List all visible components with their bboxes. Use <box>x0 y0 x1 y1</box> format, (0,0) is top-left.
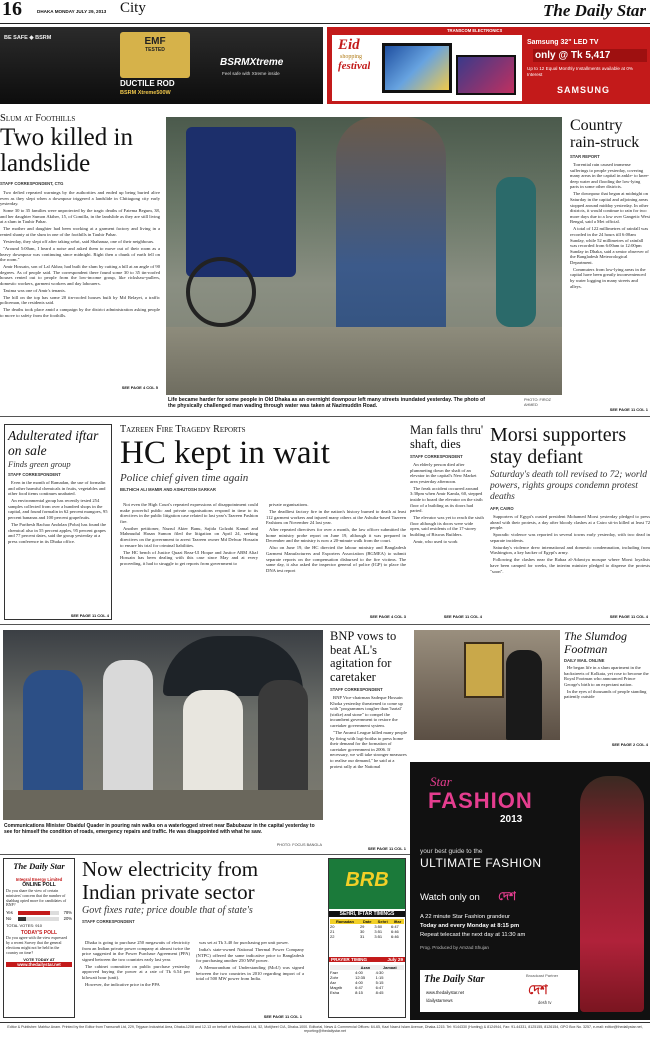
fashion-guide-2: ULTIMATE FASHION <box>420 856 542 870</box>
brb-title: SEHRI, IFTAR TIMINGS <box>329 911 405 917</box>
morsi-see-page[interactable]: SEE PAGE 11 COL 4 <box>609 614 648 619</box>
prayer-cell: Zohr <box>330 975 339 980</box>
sehri-cell: 31 <box>359 934 365 939</box>
bsrm-xtreme-logo: BSRMXtreme <box>220 57 284 68</box>
sehri-cell: 3:50 <box>374 924 383 929</box>
sehri-row <box>330 934 404 939</box>
poll-yes-row <box>6 910 72 915</box>
slumdog-story <box>414 630 650 748</box>
rain-paragraph: The downpour that began at midnight on Saturday in the capital and adjoining areas stopped around midday yesterday. In other districts, it would continue to rain for two more days due to a low over Gangetic West Bengal, said a Met official. <box>570 191 650 225</box>
prayer-cell: Magrib <box>330 985 343 990</box>
rain-paragraph: Commuters from low-lying areas in the capital have been greatly inconvenienced by water logging in many streets and alleys. <box>570 266 646 289</box>
shaft-paragraph: The elevator was yet to reach the sixth floor although its doors were wide open, said residents of the 17-storey building of Biswas Builders. <box>410 515 484 537</box>
slumdog-byline: DAILY MAIL ONLINE <box>564 658 605 663</box>
slumdog-headline[interactable]: The Slumdog Footman <box>564 630 627 656</box>
landslide-paragraph: Some 30 to 35 families were unprotected by the tragic deaths of Fatema Begum, 38, and her daughter Sumon Akther, 15, of Comilla, in the landslide as they are still living at a slum in Tauhir Pahar. <box>0 208 160 225</box>
prayer-cell: 4:30 <box>375 970 384 975</box>
morsi-byline: AFP, CAIRO <box>490 506 514 511</box>
power-deck: Govt fixes rate; price double that of state's <box>82 905 253 916</box>
prayer-cell: 4:00 <box>355 970 363 975</box>
poll-vote-line: VOTE TODAY AT <box>23 957 55 963</box>
sehri-cell: 29 <box>359 924 365 929</box>
landslide-story <box>0 113 160 391</box>
tazreen-byline: BILTHICH ALI MAMIR AND ASHUTOSH SARKAR <box>120 487 216 492</box>
prayer-cell: 4:00 <box>355 980 363 985</box>
shaft-body <box>410 462 484 608</box>
tv-image-small <box>456 55 516 95</box>
tazreen-paragraph: The deadliest factory fire in the nation's history burned to death at least 112 garment workers and injured many others at the Ashulia-based Tazreen Fashions on November 24 last year. <box>266 508 406 526</box>
sehri-cell: 30 <box>359 929 365 934</box>
poll-title: ONLINE POLL <box>22 882 56 888</box>
samsung-installment: Up to 12 Equal Monthly Installments available at 0% Interest <box>527 66 633 77</box>
landslide-headline[interactable]: Two killed in landslide <box>0 124 133 177</box>
fashion-guide-1: your best guide to the <box>420 848 483 855</box>
tazreen-paragraph: Also on June 19, the HC directed the labour ministry and Bangladesh Garment Manufacturers and Exporters Association (BGMEA) to submit separate reports on the compensation disbursed to the fire victims. The same day, it also asked the inspector general of police (IGP) to place the DNA test report <box>266 545 406 573</box>
flood-caption: Life became harder for some people in Old Dhaka as an overnight downpour left many streets inundated yesterday. The photo of the physically challenged man wading through water was taken at Nazimuddin Road. <box>168 397 485 410</box>
poll-yes-fill <box>18 911 50 915</box>
iftar-body <box>8 480 108 596</box>
sehri-cell: 22 <box>330 934 335 939</box>
fashion-footer-box <box>420 970 578 1012</box>
landslide-byline: STAFF CORRESPONDENT, CTG <box>0 181 64 186</box>
paper-logo: The Daily Star <box>543 1 646 20</box>
slumdog-paragraph: He began life in a slum apartment in the backstreets of Kolkata, yet rose to become the Royal Footman who announced Prince George's birth to an expectant nation. <box>564 665 649 687</box>
fashion-desc-2: Today and every Monday at 8:15 pm <box>420 923 520 929</box>
bnp-see-page[interactable]: SEE PAGE 11 COL 1 <box>367 846 406 851</box>
power-byline: STAFF CORRESPONDENT <box>82 919 135 924</box>
landslide-body <box>0 190 160 386</box>
sehri-cell: 6:46 <box>391 934 399 939</box>
tazreen-col-1 <box>120 502 258 616</box>
morsi-body <box>490 514 650 588</box>
prayer-cell: 6:47 <box>375 985 384 990</box>
sehri-header-cell: Sehri <box>377 919 388 924</box>
prayer-table <box>330 965 404 995</box>
landslide-paragraph: Two defied repeated warnings by the authorities and ended up being buried alive even as they slept when a downpour triggered a landslide in Chittagong city early yesterday. <box>0 190 160 207</box>
brb-logo: BRB <box>345 869 389 891</box>
rain-byline: STAR REPORT <box>570 154 600 159</box>
fashion-channel: দেশ <box>498 889 517 903</box>
poll-today-question: Do you agree with the view expressed by a recent Survey that the general elections might not be held in the country on time? <box>6 935 68 955</box>
morsi-story <box>490 424 650 620</box>
power-paragraph: However, the indicative price in the PPA <box>85 981 160 987</box>
shaft-headline[interactable]: Man falls thru' shaft, dies <box>410 424 484 451</box>
sehri-cell: 20 <box>330 924 335 929</box>
slumdog-body <box>564 665 650 723</box>
fashion-web[interactable]: www.thedailystar.net <box>426 990 465 995</box>
wheel-shape <box>186 257 256 327</box>
bsrm-xtreme-tagline: Feel safe with Xtreme inside <box>222 71 280 76</box>
sehri-cell: 3:51 <box>374 929 383 934</box>
prayer-cell: 6:47 <box>355 985 363 990</box>
fashion-daily-star: The Daily Star <box>424 974 485 985</box>
fashion-desh-tv: desh tv <box>538 1000 552 1005</box>
iftar-deck: Finds green group <box>8 459 71 469</box>
landslide-paragraph: The hill on the top has some 20 tin-roofed houses built by Md Belayet, a traffic policeman, the residents said. <box>0 294 160 306</box>
tazreen-kicker: Tazreen Fire Tragedy Reports <box>120 424 246 435</box>
shaft-paragraph: The freak accident occurred around 3:30pm when Amir Kamla, 60, stepped inside to board the elevator on the sixth floor of a building as its doors had parted. <box>410 485 483 514</box>
prayer-cell: 8:45 <box>375 990 384 995</box>
poll-question: Do you share the view of certain ministers' concern that the number of shahbag opted more for candidates of BNP? <box>6 888 67 908</box>
flood-photo <box>166 117 562 395</box>
sehri-iftar-table <box>330 919 404 939</box>
crowd-shape-2 <box>103 660 153 800</box>
rain-paragraph: Torrential rain caused immense sufferings to people yesterday, covering many areas in the capital in ankle- to knee-deep water and flooding the low-lying parts in some other districts. <box>570 162 650 190</box>
transcom-logo: TRANSCOM ELECTRONICS <box>447 28 503 33</box>
poll-total: TOTAL VOTES: 910 <box>6 923 42 929</box>
quader-credit: PHOTO: FOCUS BANGLA <box>276 843 322 847</box>
poll-yes-label: Yes <box>6 910 13 916</box>
power-see-page[interactable]: SEE PAGE 11 COL 1 <box>263 1014 302 1019</box>
power-col-1 <box>82 940 190 1018</box>
footman-figure <box>506 650 542 740</box>
poll-sponsor: Integral Energy Limited <box>15 877 63 882</box>
eid-title: Eid <box>338 37 360 53</box>
power-paragraph: India's state-owned National Thermal Power Company (NTPC) offered the same indicative price to Bangladesh for purchasing another 250 MW power. <box>196 946 304 964</box>
power-headline[interactable]: Now electricity from Indian private sector <box>82 858 259 904</box>
fashion-desh-logo: দেশ <box>528 982 548 997</box>
ductile-rod-text: DUCTILE ROD <box>120 79 175 88</box>
morsi-paragraph: Following the clashes near the Rabaa al-Adawiya mosque where Morsi loyalists have been camped for weeks, the interim minister pledged to disperse the protests "soon". <box>490 557 650 574</box>
bnp-byline: STAFF CORRESPONDENT <box>330 687 383 692</box>
tazreen-paragraph: private organisations. <box>269 502 309 507</box>
morsi-paragraph: Sporadic violence was reported in several towns early yesterday, with two dead in separate incidents. <box>490 532 650 543</box>
poll-no-row <box>6 916 72 921</box>
shaft-byline: STAFF CORRESPONDENT <box>410 454 463 459</box>
tazreen-story <box>120 424 408 620</box>
power-paragraph: A Memorandum of Understanding (MoU) was signed between the two countries in 2010 regarding import of a total of 500 MW power from India. <box>196 965 304 982</box>
poll-url[interactable]: www.thedailystar.net <box>6 962 72 967</box>
landslide-paragraph: "Around 5:00am, I heard a noise and asked them to move out of their room as a heavy downpour was continuing since midnight. Right then a chunk of earth fell on the room." <box>0 245 160 263</box>
sehri-cell: 21 <box>330 929 335 934</box>
rain-headline[interactable]: Country rain-struck <box>570 117 640 151</box>
landslide-paragraph: Tasima was one of Amir's tenants. <box>3 287 66 293</box>
fashion-broadcast: Broadcast Partner <box>526 973 559 978</box>
star-fashion-ad[interactable] <box>410 762 650 1020</box>
page-number: 16 <box>2 0 22 20</box>
shaft-paragraph: An elderly person died after plummeting down the shaft of an elevator in the capital's New Market area yesterday afternoon. <box>410 462 477 484</box>
landslide-kicker: Slum at Foothills <box>0 113 76 124</box>
easel-board <box>464 642 504 698</box>
fashion-fb[interactable]: /dailystarnews <box>426 998 453 1003</box>
prayer-header-cell: Azan <box>360 965 371 970</box>
emf-tested-label: TESTED <box>145 47 165 53</box>
poll-no-label: No <box>6 916 12 922</box>
brb-logo-box <box>329 859 405 909</box>
rain-see-page[interactable]: SEE PAGE 11 COL 1 <box>609 407 648 412</box>
prayer-cell: 12:35 <box>355 975 366 980</box>
fashion-desc-3: Repeat telecast the next day at 11:30 am <box>420 932 526 938</box>
poll-yes-pct: 78% <box>63 910 72 916</box>
prayer-title: PRAYER TIMING <box>331 957 368 962</box>
quader-caption: Communications Minister Obaidul Quader in pouring rain walks on a waterlogged street near Babubazar in the capital yesterday to see for himself the condition of roads, emergency repairs and traffic. He was disappointed with what he saw. <box>4 823 315 835</box>
power-paragraph: The cabinet committee on public purchase yesterday approved buying the power at a rate of Tk 6.54 per kilowatt hour (unit). <box>82 963 190 980</box>
bnp-headline[interactable]: BNP vows to beat AL's agitation for caretaker <box>330 630 397 684</box>
rickshaw-shape <box>186 127 296 277</box>
prayer-row <box>330 990 404 995</box>
prayer-cell: Fazr <box>330 970 338 975</box>
slumdog-paragraph: In the eyes of thousands of people standing patiently outside <box>564 688 647 700</box>
shaft-story <box>410 424 484 620</box>
water-surface <box>166 327 562 395</box>
crowd-shape-4 <box>258 680 308 800</box>
fashion-logo-top: Star <box>430 774 452 789</box>
bsrm-left-text: BE SAFE ◆ BSRM <box>4 35 52 41</box>
morsi-deck: Saturday's death toll revised to 72; world powers, rights groups condemn protest deaths <box>490 470 648 502</box>
transcom-ad[interactable] <box>327 27 650 104</box>
emf-badge <box>120 32 190 78</box>
tazreen-paragraph: After repeated directives for over a month, the law officer submitted the home ministry probe report on June 19, although it was prepared in December and the ministry is now a 20-minute walk from the court. <box>266 527 406 544</box>
bnp-story <box>330 630 408 852</box>
prayer-title-bar <box>329 957 405 962</box>
fashion-logo-main: FASHION <box>428 788 533 813</box>
tv-image <box>382 43 452 93</box>
morsi-paragraph: Supporters of Egypt's ousted president Mohamed Morsi yesterday pledged to press ahead with their protests, a day after bloody clashes at a Cairo sit-in killed at least 72 people. <box>490 514 650 531</box>
tazreen-headline[interactable]: HC kept in wait <box>120 435 330 471</box>
page-masthead <box>0 0 650 24</box>
online-poll <box>3 858 75 1018</box>
poll-brand: The Daily Star <box>13 861 65 871</box>
sehri-header-cell: Date <box>362 919 372 924</box>
iftar-paragraph: An environmental group has recently tested 254 samples collected from over a hundred shops in the capital, and found formalin in 62 percent mangoes, 95 percent bananas and 100 percent grapefruits. <box>8 498 108 520</box>
prayer-date: July 29 <box>387 957 403 962</box>
footman-photo <box>414 630 560 740</box>
fashion-logo-year: 2013 <box>500 814 523 825</box>
ductile-rod-sub: BSRM Xtreme500W <box>120 90 171 96</box>
bnp-body <box>330 695 408 845</box>
iftar-byline: STAFF CORRESPONDENT <box>8 472 61 477</box>
page-footer: Editor & Publisher: Mahfuz Anam. Printed by the Editor from Transcraft Ltd, 229, Tejgaon Industrial Area, Dhaka-1208 and 12-13 on behalf of Mediaworld Ltd, 52, Motijheel C/A, Dhaka-1000. Editorial, News & Commercial Offices: 64-65, Kazi Nazrul Islam Avenue, Dhaka-1215. Tel: 9144330 (Hunting) & 8124944, Fax: 91-44331, 8125155, 8126154, GPO Box No. 3257, e-mail: editor@thedailystar.net, reporting@thedailystar.net <box>7 1025 643 1034</box>
prayer-cell: 5:15 <box>375 980 384 985</box>
iftar-see-page[interactable]: SEE PAGE 11 COL 4 <box>70 613 109 618</box>
poll-today-label: TODAY'S POLL <box>20 930 58 937</box>
crowd-shape-1 <box>23 670 83 800</box>
sehri-cell: 3:51 <box>374 934 383 939</box>
landslide-see-page[interactable]: SEE PAGE 4 COL 5 <box>121 385 158 390</box>
tazreen-paragraph: Not even the High Court's repeated expressions of disappointment could make powerful public and private organisations respond in time to its directives in the public litigation case related to last year's Tazreen Fashion fire. <box>120 502 258 524</box>
poll-no-pct: 20% <box>63 916 72 922</box>
iftar-paragraph: The Paribesh Bachao Andolan (Poba) has found the chemical also in 55 percent apples, 95 percent grapes and 77 percent dates, said the group yesterday at a press conference in its Dhaka office. <box>8 521 107 544</box>
bnp-paragraph: "The Awami League killed many people by firing with logi-boitha to press home their demand for the formation of caretaker government in 2006. If necessary, we will take stronger measures to realise our demand," he said at a protest rally at the National <box>330 729 408 769</box>
sehri-cell: 6:47 <box>391 924 399 929</box>
fashion-watch: Watch only on <box>420 892 480 903</box>
crowd-shape-3 <box>183 690 243 800</box>
morsi-headline[interactable]: Morsi supporters stay defiant <box>490 424 627 468</box>
samsung-price: only @ Tk 5,417 <box>533 49 647 62</box>
prayer-cell: 8:15 <box>355 990 363 995</box>
power-story <box>82 858 304 1020</box>
landslide-paragraph: The mother and daughter had been working at a garment factory and living in a rented shanty at the slum in one of the foothills in Tauhir Pahar. <box>0 226 160 237</box>
tazreen-paragraph: The HC bench of Justice Quazi Reza-Ul Hoque and Justice ABM Altaf Hossain has been dealing with this case since May and at every proceeding, it had to struggle to get reports from government to <box>120 549 258 566</box>
street-water <box>3 790 323 820</box>
rain-story <box>570 117 650 413</box>
brb-timings-ad[interactable] <box>328 858 406 1018</box>
bnp-paragraph: BNP Vice-chairman Sadeque Hossain Khoka yesterday threatened to come up with "programmes tougher than 'hartal' (strike) and stone" to compel the incumbent government to restore the caretaker government system. <box>330 695 403 728</box>
samsung-brand: SAMSUNG <box>557 85 611 95</box>
fashion-desc-1: A 22 minute Star Fashion grandeur <box>420 914 510 920</box>
prayer-cell: Asr <box>330 980 336 985</box>
poll-no-bar <box>18 917 59 921</box>
flood-credit: PHOTO: FIROZ AHMED <box>524 398 551 407</box>
section-name: City <box>120 0 146 16</box>
tazreen-paragraph: Another petitioner, Nazrul Akter Banu, Sajida Golzabi Kamal and Mahmudul Hasan Sumon filed the litigation on April 24, seeking directives on the government to arrest Tazreen owner Md Delwar Hossain to ensure his trial for criminal liabilities. <box>120 525 258 548</box>
bsrm-ad[interactable] <box>0 27 323 104</box>
prayer-cell: Esha <box>330 990 340 995</box>
landslide-paragraph: Yesterday, they slept off after taking sehri, said Shahanaz, one of their neighbours. <box>3 238 155 244</box>
emf-badge-label: EMF <box>144 36 166 47</box>
sehri-cell: 6:46 <box>391 929 399 934</box>
tazreen-col-2 <box>266 502 406 610</box>
power-paragraph: Dhaka is going to purchase 250 megawatts of electricity from an Indian private power company at almost twice the price suggested in the Power Purchase Agreement (PPA) signed between the two countries early last year. <box>82 940 190 962</box>
date-line: DHAKA MONDAY JULY 29, 2013 <box>37 9 107 14</box>
shaft-paragraph: Amir, who used to work <box>413 538 458 544</box>
tazreen-see-page[interactable]: SEE PAGE 4 COL 3 <box>369 614 406 619</box>
rain-body <box>570 162 650 398</box>
landslide-paragraph: The deaths took place amid a campaign by the district administration asking people to move to safety from the foothills. <box>0 307 160 318</box>
samsung-tv-line: Samsung 32" LED TV <box>527 39 599 46</box>
tazreen-deck: Police chief given time again <box>120 472 249 484</box>
iftar-story <box>4 424 112 620</box>
slumdog-text <box>564 630 650 748</box>
poll-yes-bar <box>18 911 59 915</box>
landslide-paragraph: Amir Hossain, son of Lal Akbar, had built the slum by cutting a hill at an angle of 90 degrees. As of people said. The correspondent there found some 30 to 35 tin-roofed houses rented out to people from the low-income group, like rickshaw-pullers, domestic workers, garment workers and day labourers. <box>0 264 160 286</box>
eid-panel <box>332 35 522 101</box>
bystander-figure <box>496 177 536 327</box>
slumdog-see-page[interactable]: SEE PAGE 2 COL 4 <box>611 742 648 747</box>
quader-photo <box>3 630 323 820</box>
morsi-paragraph: Saturday's violence drew international and domestic condemnation, including from Washington, a key backer of Egypt's army. <box>490 544 650 556</box>
sehri-header-cell: Ramadan <box>335 919 354 924</box>
sehri-header-cell: Iftar <box>393 919 402 924</box>
rain-paragraph: A total of 122 millimetres of rainfall was recorded in the 24 hours till 6:00am Sunday, while 52 millimetres of rainfall was recorded from 6:00am to 12:00pm Sunday in Dhaka, said a senior observer of the Bangladesh Meteorological Department. <box>570 226 649 265</box>
prayer-cell: 1:15 <box>375 975 384 980</box>
eid-shopping: shopping <box>340 54 363 60</box>
fashion-prog: Prog. Produced by Amzad Shujan <box>420 945 489 950</box>
shaft-see-page[interactable]: SEE PAGE 11 COL 4 <box>443 614 482 619</box>
power-paragraph: was set at Tk 3.40 for purchasing per unit power. <box>199 940 289 945</box>
eid-festival: festival <box>338 60 371 72</box>
poll-no-fill <box>18 917 26 921</box>
iftar-headline[interactable]: Adulterated iftar on sale <box>8 428 99 458</box>
model-figure <box>580 776 644 1012</box>
prayer-header-cell: Jamaat <box>382 965 397 970</box>
iftar-paragraph: Even in the month of Ramadan, the use of formalin and other harmful chemicals in fruits, vegetables and other food items continues unabated. <box>8 480 106 497</box>
power-col-2 <box>196 940 304 1010</box>
